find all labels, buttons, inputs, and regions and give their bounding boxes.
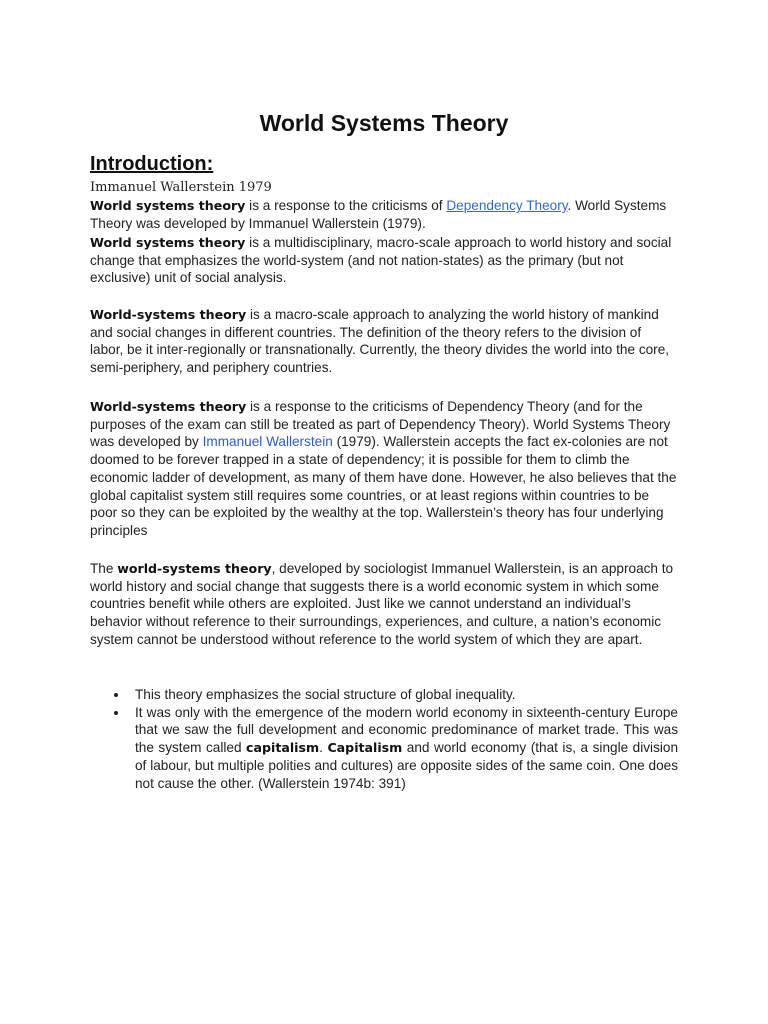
term-bold: World-systems theory — [90, 307, 247, 322]
paragraph-text: (1979). Wallerstein accepts the fact ex-colonies are not doomed to be forever trapped in a state of dependency; it is possible for them to climb the economic ladder of development, as many of them have done. However, he also believes that the global capitalist system still requires some countries, or at least regions within countries to be poor so they can be exploited by the wealthy at the top. Wallerstein’s theory has four underlying principles — [90, 434, 677, 538]
paragraph-4 — [90, 398, 678, 540]
immanuel-wallerstein-link[interactable]: Immanuel Wallerstein — [202, 434, 333, 450]
paragraph-1 — [90, 197, 678, 232]
term-bold: world-systems theory — [117, 561, 272, 576]
dependency-theory-link[interactable]: Dependency Theory — [446, 198, 568, 213]
paragraph-5 — [90, 560, 678, 649]
term-bold: World systems theory — [90, 198, 246, 213]
introduction-heading: Introduction: — [90, 153, 214, 175]
list-item-text: This theory emphasizes the social structure of global inequality. — [135, 687, 516, 702]
bullet-list — [90, 686, 678, 792]
paragraph-2 — [90, 234, 678, 287]
list-item-text: It was only with the emergence of the modern world economy in sixteenth-century Europe that we saw the full development and economic predominance of market trade. This was the system called — [135, 704, 678, 756]
paragraph-text: , developed by sociologist Immanuel Wallerstein, is an approach to world history and social change that suggests there is a world economic system in which some countries benefit while others are exploited. Just like we cannot understand an individual’s behavior without reference to their surroundings, experiences, and culture, a nation’s economic system cannot be understood without reference to the world system of which they are apart. — [90, 561, 674, 647]
paragraph-text: . World Systems Theory was developed by Immanuel Wallerstein (1979). — [90, 198, 667, 231]
list-item-text: . — [319, 740, 328, 756]
paragraph-text: is a macro-scale approach to analyzing the world history of mankind and social changes in different countries. The definition of the theory refers to the division of labor, be it inter-regionally or transnationally. Currently, the theory divides the world into the core, semi-periphery, and periphery countries. — [90, 307, 670, 376]
paragraph-text: is a response to the criticisms of — [245, 198, 447, 213]
document-title: World Systems Theory — [259, 110, 509, 136]
paragraph-text: is a multidisciplinary, macro-scale approach to world history and social change that emphasizes the world-system (and not nation-states) as the primary (but not exclusive) unit of social analysis. — [90, 235, 672, 286]
paragraph-text: is a response to the criticisms of Dependency Theory (and for the purposes of the exam can still be treated as part of Dependency Theory). World Systems Theory was developed by — [90, 399, 671, 450]
bullet-icon — [114, 711, 118, 715]
list-item-text: and world economy (that is, a single division of labour, but multiple polities and cultures) are opposite sides of the same coin. One does not cause the other. (Wallerstein 1974b: 391) — [135, 740, 679, 791]
paragraph-text: The — [90, 561, 118, 576]
list-item — [90, 704, 678, 793]
term-bold: World systems theory — [90, 235, 246, 250]
author-line: Immanuel Wallerstein 1979 — [90, 180, 272, 195]
term-bold: Capitalism — [327, 740, 403, 756]
bullet-icon — [114, 693, 118, 697]
term-bold: capitalism — [246, 740, 320, 756]
paragraph-3 — [90, 306, 678, 377]
list-item — [90, 686, 678, 704]
term-bold: World-systems theory — [90, 399, 247, 414]
